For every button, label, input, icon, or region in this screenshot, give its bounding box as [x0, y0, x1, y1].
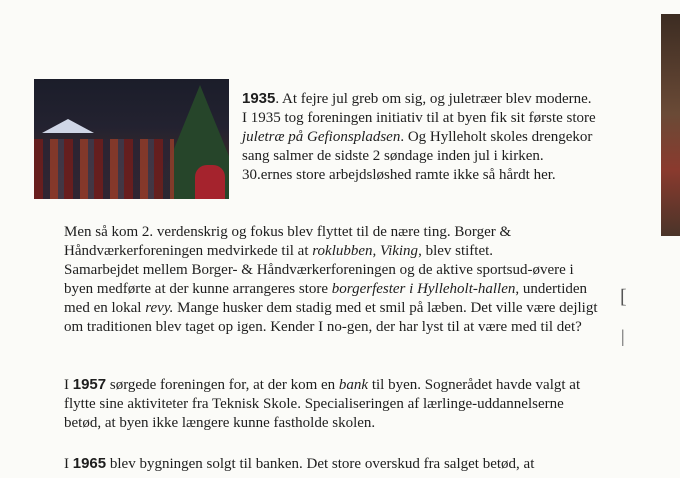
bank-em-a: bank: [338, 377, 369, 393]
year-1935: 1935: [242, 90, 276, 107]
war-text-e: Mange husker dem stadig med et smil på læben. Det ville være dejligt om traditionen blev taget op igen. Kender I no-gen, der har lyst til at være med til det?: [64, 300, 598, 335]
tent-shape: [42, 119, 94, 133]
year-1965: 1965: [72, 455, 107, 472]
war-em-c: revy.: [145, 300, 174, 316]
crowd-shape: [34, 139, 174, 199]
bank-text-b: til byen. Sognerådet havde valgt at flytte sine aktiviteter fra Teknisk Skole. Specialiseringen af lærlinge-uddannelserne betød, at byen ikke længere kunne fastholde skolen.: [64, 377, 581, 431]
war-text-d: , undertiden med en lokal: [64, 281, 588, 316]
intro-em-a: juletræ på Gefionspladsen: [242, 129, 401, 145]
christmas-tree-photo: [34, 79, 229, 199]
year-1957: 1957: [72, 376, 107, 393]
war-em-a: roklubben, Viking: [312, 243, 419, 259]
sale-text-a: blev bygningen solgt til banken. Det store overskud fra salget betød, at: [106, 456, 535, 472]
intro-text-a: . At fejre jul greb om sig, og juletræer blev moderne. I 1935 tog foreningen initiativ til at byen fik sit første store: [242, 91, 596, 126]
margin-mark-top: [: [620, 286, 627, 308]
bank-1957-paragraph: [64, 375, 598, 433]
red-coat-shape: [195, 165, 225, 199]
intro-text-b: . Og Hylleholt skoles drengekor sang salmer de sidste 2 søndage inden jul i kirken.: [242, 129, 593, 164]
sale-pre: I: [64, 456, 73, 472]
margin-mark-bottom: |: [621, 326, 625, 346]
sale-1965-paragraph: [64, 454, 598, 473]
intro-unemployment-line: 30.ernes store arbejdsløshed ramte ikke så hårdt her.: [242, 167, 556, 183]
side-photo-edge: [661, 14, 680, 236]
war-text-a: Men så kom 2. verdenskrig og fokus blev flyttet til de nære ting. Borger & Håndværkerforeningen medvirkede til at: [64, 224, 512, 259]
bank-text-a: sørgede foreningen for, at der kom en: [106, 377, 339, 393]
war-em-b: borgerfester i Hylleholt-hallen: [331, 281, 516, 297]
bank-pre: I: [64, 377, 73, 393]
war-text-b: , blev stiftet.: [418, 243, 494, 259]
intro-1935-text: [242, 89, 598, 166]
war-paragraph: [64, 223, 598, 337]
intro-1935-paragraph: [242, 89, 598, 185]
war-text-c: Samarbejdet mellem Borger- & Håndværkerforeningen og de aktive sportsud-øvere i byen medførte at der kunne arrangeres store: [64, 262, 574, 297]
